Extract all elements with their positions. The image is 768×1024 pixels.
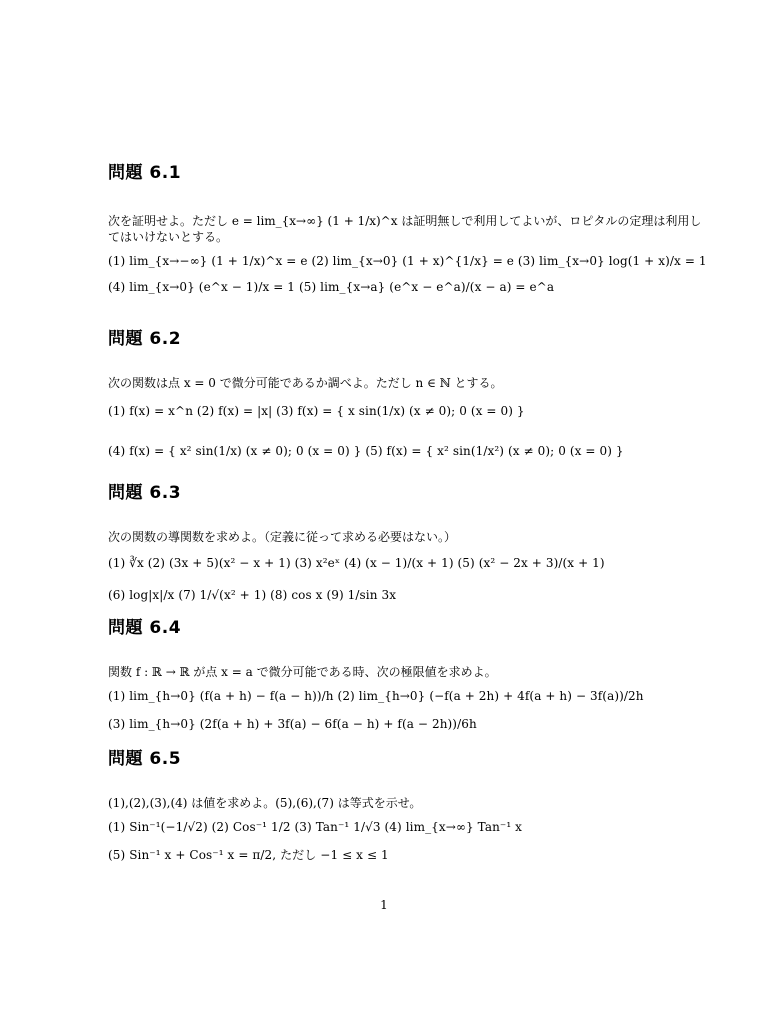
problem-item: (1) lim_{x→−∞} (1 + 1/x)^x = e (2) lim_{x→0} (1 + x)^{1/x} = e (3) lim_{x→0} log(1 + x)/x = 1 (108, 254, 707, 268)
problem-item: (1) Sin⁻¹(−1/√2) (2) Cos⁻¹ 1/2 (3) Tan⁻¹ 1/√3 (4) lim_{x→∞} Tan⁻¹ x (108, 820, 523, 834)
page-number: 1 (380, 898, 388, 912)
problem-intro-cont: てはいけないとする。 (108, 230, 229, 244)
problem-item: (4) lim_{x→0} (e^x − 1)/x = 1 (5) lim_{x→a} (e^x − e^a)/(x − a) = e^a (108, 280, 555, 294)
problem-item: (5) Sin⁻¹ x + Cos⁻¹ x = π/2, ただし −1 ≤ x ≤ 1 (108, 848, 389, 862)
problem-6-3 (108, 478, 668, 603)
problem-title: 問題 6.4 (108, 618, 182, 638)
problem-6-4 (108, 613, 668, 732)
problem-intro: 関数 f : ℝ → ℝ が点 x = a で微分可能である時、次の極限値を求めよ。 (108, 665, 497, 679)
problem-title: 問題 6.1 (108, 163, 182, 183)
problem-item: (3) lim_{h→0} (2f(a + h) + 3f(a) − 6f(a − h) + f(a − 2h))/6h (108, 717, 477, 731)
problem-item: (6) log|x|/x (7) 1/√(x² + 1) (8) cos x (9) 1/sin 3x (108, 588, 397, 602)
problem-item: (4) f(x) = { x² sin(1/x) (x ≠ 0); 0 (x = 0) } (5) f(x) = { x² sin(1/x²) (x ≠ 0); 0 (x = 0) } (108, 444, 624, 458)
problem-item: (1) lim_{h→0} (f(a + h) − f(a − h))/h (2) lim_{h→0} (−f(a + 2h) + 4f(a + h) − 3f(a))/2h (108, 689, 644, 703)
problem-intro: 次の関数の導関数を求めよ。（定義に従って求める必要はない。） (108, 530, 457, 544)
problem-item: (1) ∛x (2) (3x + 5)(x² − x + 1) (3) x²eˣ (4) (x − 1)/(x + 1) (5) (x² − 2x + 3)/(x + 1) (108, 556, 605, 570)
problem-6-1 (108, 158, 707, 295)
problem-title: 問題 6.3 (108, 483, 182, 503)
problem-intro: 次の関数は点 x = 0 で微分可能であるか調べよ。ただし n ∈ ℕ とする。 (108, 376, 503, 390)
problem-intro: 次を証明せよ。ただし e = lim_{x→∞} (1 + 1/x)^x は証明無しで利用してよいが、ロピタルの定理は利用し (108, 214, 702, 228)
problem-title: 問題 6.5 (108, 749, 182, 769)
problem-6-2 (108, 324, 668, 459)
problem-intro: (1),(2),(3),(4) は値を求めよ。(5),(6),(7) は等式を示せ。 (108, 796, 422, 810)
problem-item: (1) f(x) = x^n (2) f(x) = |x| (3) f(x) = { x sin(1/x) (x ≠ 0); 0 (x = 0) } (108, 404, 525, 418)
problem-6-5 (108, 744, 668, 863)
problem-title: 問題 6.2 (108, 329, 182, 349)
